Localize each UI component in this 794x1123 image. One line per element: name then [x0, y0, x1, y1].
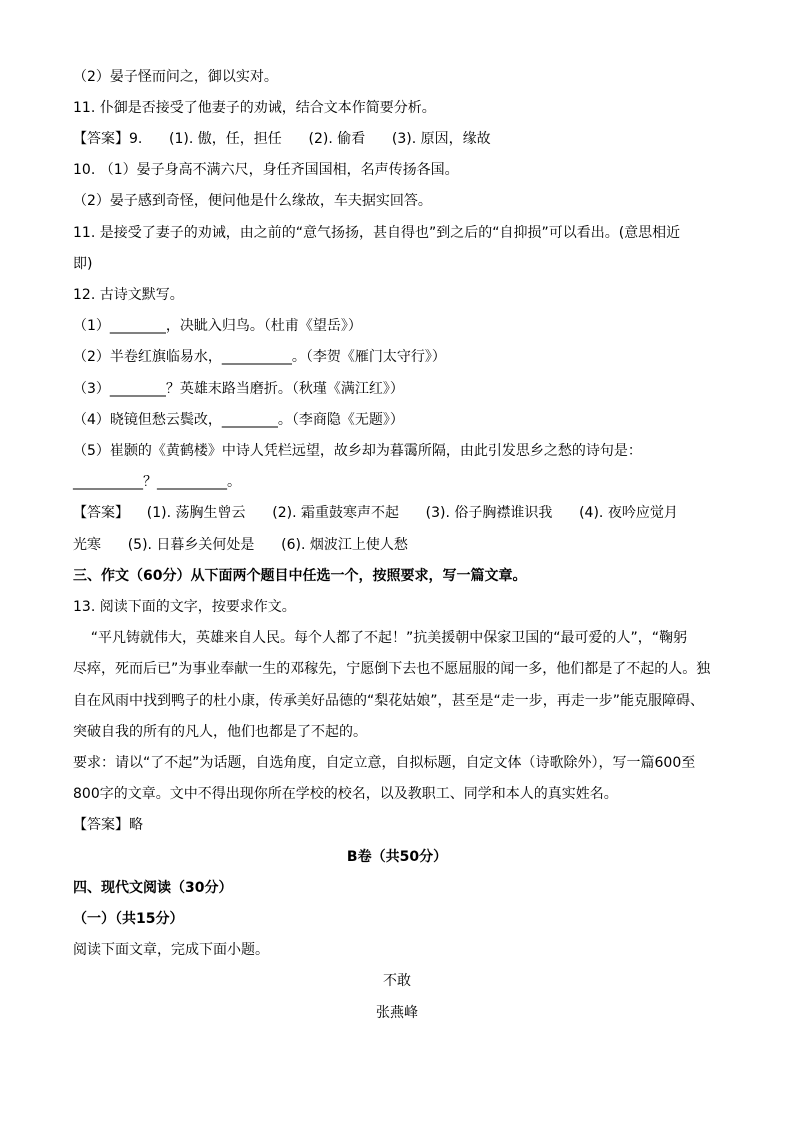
essay-prompt-line: 自在风雨中找到鸭子的杜小康，传承美好品德的“梨花姑娘”，甚至是“走一步，再走一步”能克服障碍、 — [73, 693, 705, 709]
answer-10-1: 10. （1）晏子身高不满六尺，身任齐国国相，名声传扬各国。 — [73, 162, 459, 178]
poem-blank-5-lines: __________？__________。 — [73, 474, 241, 490]
answer-10-2: （2）晏子感到奇怪，便问他是什么缘故，车夫据实回答。 — [73, 193, 432, 209]
article-author: 张燕峰 — [376, 1005, 418, 1021]
question-12: 12. 古诗文默写。 — [73, 287, 184, 303]
article-title: 不敢 — [383, 973, 411, 989]
essay-requirement-cont: 800字的文章。文中不得出现你所在学校的校名，以及教职工、同学和本人的真实姓名。 — [73, 786, 618, 802]
answer-11-cont: 即) — [73, 256, 93, 272]
answer-13: 【答案】略 — [73, 817, 143, 833]
answer-12: 【答案】 (1). 荡胸生曾云 (2). 霜重鼓寒声不起 (3). 俗子胸襟谁识我 (4). 夜吟应觉月 — [73, 505, 678, 521]
section-3-heading: 三、作文（60分）从下面两个题目中任选一个，按照要求，写一篇文章。 — [73, 568, 527, 584]
answer-11: 11. 是接受了妻子的劝诫，由之前的“意气扬扬，甚自得也”到之后的“自抑损”可以看出。(意思相近 — [73, 225, 681, 241]
answer-12-cont: 光寒 (5). 日暮乡关何处是 (6). 烟波江上使人愁 — [73, 537, 408, 553]
essay-requirement: 要求：请以“了不起”为话题，自选角度，自定立意，自拟标题，自定文体（诗歌除外），写一篇600至 — [73, 755, 696, 771]
poem-blank-1: （1）________，决眦入归鸟。（杜甫《望岳》） — [73, 318, 362, 334]
reading-instruction: 阅读下面文章，完成下面小题。 — [73, 942, 269, 958]
subsection-heading: （一）（共15分） — [73, 911, 184, 927]
section-4-heading: 四、现代文阅读（30分） — [73, 880, 233, 896]
text-line: （2）晏子怪而问之，御以实对。 — [73, 69, 278, 85]
answer-9: 【答案】9. (1). 傲，任，担任 (2). 偷看 (3). 原因，缘故 — [73, 131, 491, 147]
essay-prompt-line: 尽瘁，死而后已”为事业奉献一生的邓稼先，宁愿倒下去也不愿屈服的闻一多，他们都是了不起的人。独 — [73, 661, 711, 677]
question-13: 13. 阅读下面的文字，按要求作文。 — [73, 599, 296, 615]
poem-blank-2: （2）半卷红旗临易水，__________。（李贺《雁门太守行》） — [73, 349, 446, 365]
poem-blank-5: （5）崔颢的《黄鹤楼》中诗人凭栏远望，故乡却为暮霭所隔，由此引发思乡之愁的诗句是： — [73, 443, 642, 459]
question-11: 11. 仆御是否接受了他妻子的劝诫，结合文本作简要分析。 — [73, 100, 436, 116]
poem-blank-3: （3）________？英雄末路当磨折。（秋瑾《满江红》） — [73, 381, 404, 397]
essay-prompt-line: “平凡铸就伟大，英雄来自人民。每个人都了不起！”抗美援朝中保家卫国的“最可爱的人”，“鞠躬 — [73, 630, 688, 646]
essay-prompt-line: 突破自我的所有的凡人，他们也都是了不起的。 — [73, 724, 367, 740]
poem-blank-4: （4）晓镜但愁云鬓改，________。（李商隐《无题》） — [73, 412, 404, 428]
paper-b-title: B卷（共50分） — [346, 849, 448, 865]
